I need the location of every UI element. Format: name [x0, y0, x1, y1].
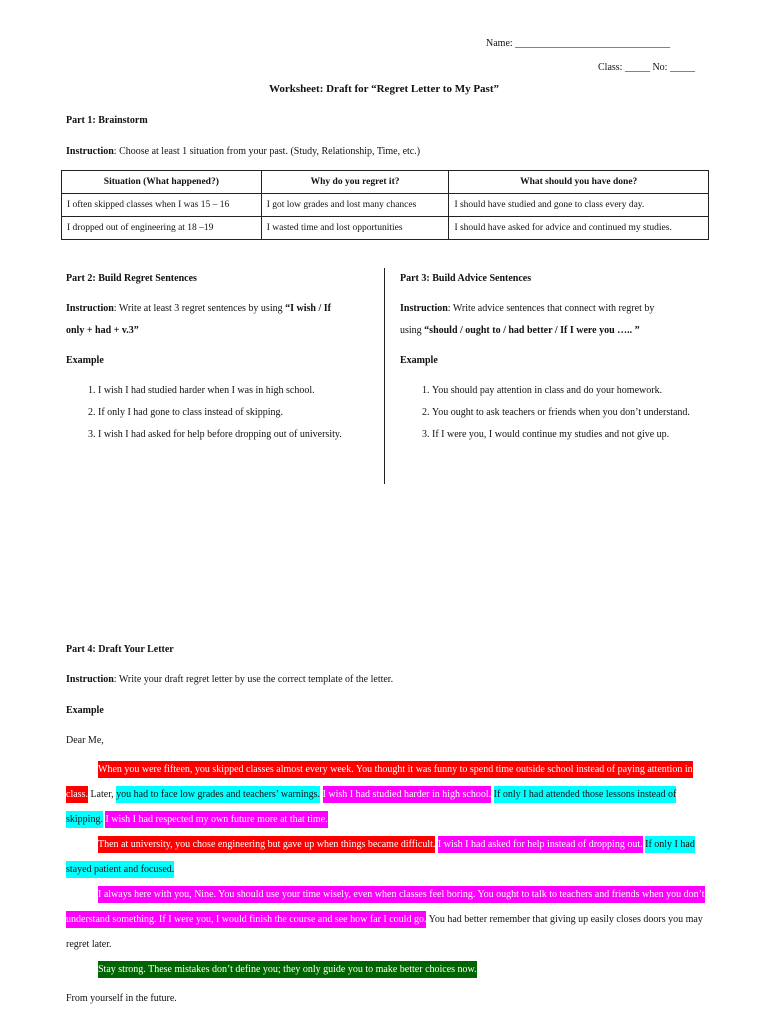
worksheet-title: Worksheet: Draft for “Regret Letter to My Past” [268, 83, 499, 95]
letter-greeting: Dear Me, [66, 735, 104, 746]
table-header-cell: What should you have done? [449, 171, 709, 194]
part3-example-list [400, 380, 700, 446]
part1-instruction [66, 146, 420, 157]
part3-instruction [400, 298, 700, 342]
highlight-cyan: you had to face low grades and teachers’ warnings. [116, 786, 320, 803]
no-label: No: [652, 62, 668, 73]
part2-instruction-text: : Write at least 3 regret sentences by using [113, 303, 286, 314]
part1-instruction-label: Instruction [66, 146, 114, 157]
highlight-cyan: If only I had stayed patient and focused. [66, 836, 695, 878]
part2-example-list [66, 380, 371, 446]
part2-section [66, 268, 371, 446]
part2-instruction-bold: “I wish / If [285, 303, 331, 314]
highlight-magenta: I wish I had respected my own future more at that time. [105, 811, 327, 828]
part2-instruction-bold: only + had + v.3” [66, 325, 139, 336]
class-line: _____ [624, 62, 650, 73]
name-label: Name: [486, 38, 513, 49]
letter-paragraph-3 [66, 882, 710, 957]
part3-instruction-bold: “should / ought to / had better / If I were you ….. ” [424, 325, 640, 336]
part4-instruction-label: Instruction [66, 674, 114, 685]
part4-example-label: Example [66, 705, 104, 716]
table-row [62, 194, 709, 217]
list-item: 3. If I were you, I would continue my studies and not give up. [432, 424, 700, 446]
list-item: 1. You should pay attention in class and do your homework. [432, 380, 700, 402]
part2-instruction-label: Instruction [66, 303, 114, 314]
column-divider [384, 268, 385, 484]
letter-text: You had better remember that giving up easily closes doors you may regret later. [66, 914, 703, 950]
letter-paragraph-2 [66, 832, 710, 882]
part3-heading: Part 3: Build Advice Sentences [400, 273, 532, 284]
highlight-cyan: If only I had attended those lessons instead of skipping. [66, 786, 676, 828]
letter-closing: From yourself in the future. [66, 993, 177, 1004]
part2-example-label: Example [66, 355, 104, 366]
highlight-magenta: I always here with you, Nine. You should use your time wisely, even when classes feel boring. You ought to talk to teachers and friends when you don’t understand something. If I were you, I would finish the course and see how far I could go. [66, 886, 705, 928]
highlight-magenta: I wish I had studied harder in high school. [323, 786, 492, 803]
letter-paragraph-1 [66, 757, 710, 832]
part3-section [400, 268, 700, 446]
table-header-row [62, 171, 709, 194]
brainstorm-table [61, 170, 709, 240]
table-cell: I wasted time and lost opportunities [261, 217, 449, 240]
class-label: Class: [598, 62, 623, 73]
part4-heading: Part 4: Draft Your Letter [66, 644, 174, 655]
highlight-magenta: I wish I had asked for help instead of dropping out. [438, 836, 643, 853]
letter-text: Later, [87, 789, 117, 800]
part4-instruction-text: : Write your draft regret letter by use the correct template of the letter. [113, 674, 394, 685]
highlight-red: When you were fifteen, you skipped classes almost every week. You thought it was funny to spend time outside school instead of paying attention in class. [66, 761, 693, 803]
part3-example-label: Example [400, 355, 438, 366]
table-row [62, 217, 709, 240]
table-cell: I should have asked for advice and continued my studies. [449, 217, 709, 240]
part3-instruction-label: Instruction [400, 303, 448, 314]
part2-instruction [66, 298, 371, 342]
list-item: 2. If only I had gone to class instead of skipping. [98, 402, 371, 424]
part1-instruction-text: : Choose at least 1 situation from your past. (Study, Relationship, Time, etc.) [113, 146, 421, 157]
name-line: _______________________________ [515, 38, 671, 49]
part1-heading: Part 1: Brainstorm [66, 115, 148, 126]
letter-paragraph-4 [66, 957, 710, 982]
table-header-cell: Situation (What happened?) [62, 171, 262, 194]
table-cell: I should have studied and gone to class every day. [449, 194, 709, 217]
table-cell: I got low grades and lost many chances [261, 194, 449, 217]
part2-heading: Part 2: Build Regret Sentences [66, 273, 197, 284]
table-cell: I dropped out of engineering at 18 –19 [62, 217, 262, 240]
class-no-field [598, 62, 695, 73]
part3-instruction-text: : Write advice sentences that connect with regret by [447, 303, 655, 314]
table-cell: I often skipped classes when I was 15 – 16 [62, 194, 262, 217]
list-item: 2. You ought to ask teachers or friends when you don’t understand. [432, 402, 700, 424]
name-field [486, 38, 670, 49]
no-line: _____ [669, 62, 695, 73]
list-item: 3. I wish I had asked for help before dropping out of university. [98, 424, 371, 446]
part4-instruction [66, 674, 393, 685]
highlight-green: Stay strong. These mistakes don’t define you; they only guide you to make better choices now. [98, 961, 477, 978]
part3-instruction-line2: using [400, 325, 425, 336]
table-header-cell: Why do you regret it? [261, 171, 449, 194]
highlight-red: Then at university, you chose engineering but gave up when things became difficult. [98, 836, 435, 853]
list-item: 1. I wish I had studied harder when I was in high school. [98, 380, 371, 402]
